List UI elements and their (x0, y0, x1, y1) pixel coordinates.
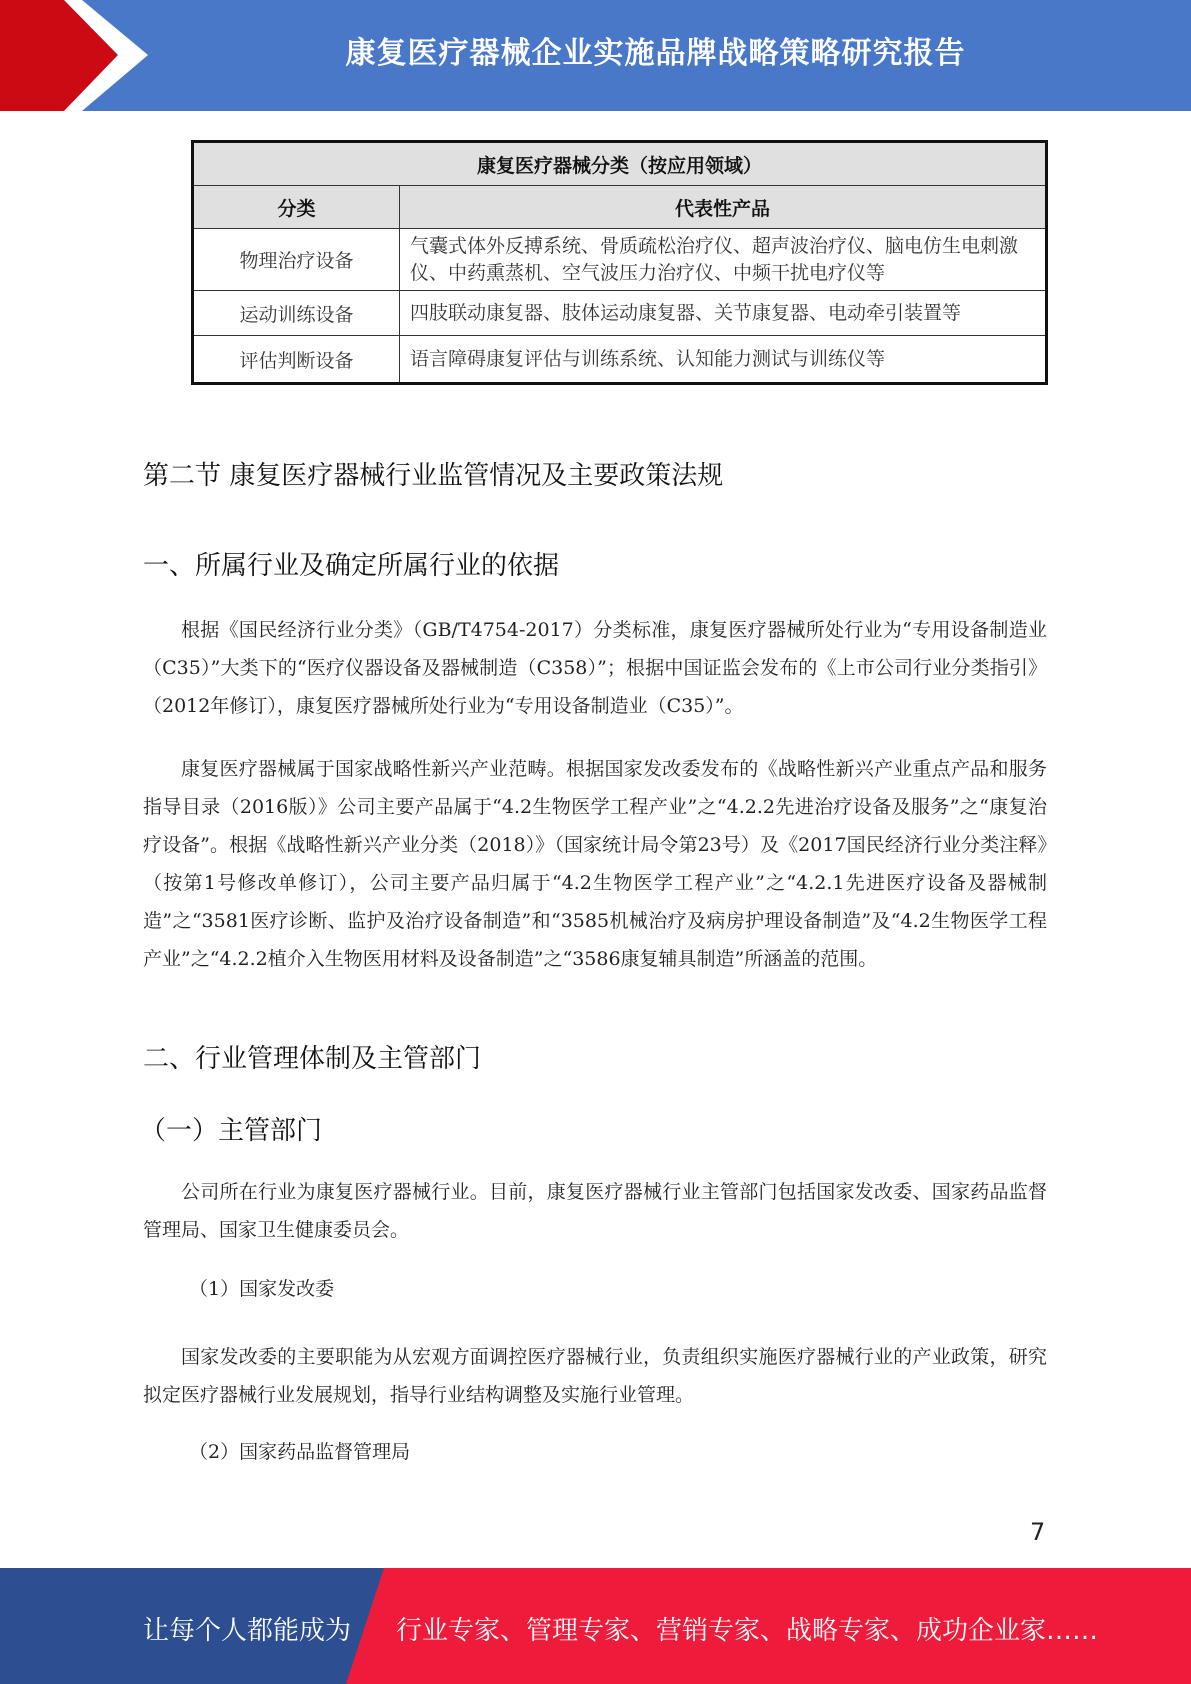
table-row (193, 336, 1047, 384)
table-caption: 康复医疗器械分类（按应用领域） (193, 142, 1047, 186)
paragraph-ndrc-duties: 国家发改委的主要职能为从宏观方面调控医疗器械行业，负责组织实施医疗器械行业的产业政策，研究拟定医疗器械行业发展规划，指导行业结构调整及实施行业管理。 (143, 1346, 1047, 1406)
table-cell-products: 气囊式体外反搏系统、骨质疏松治疗仪、超声波治疗仪、脑电仿生电刺激仪、中药熏蒸机、空气波压力治疗仪、中频干扰电疗仪等 (400, 229, 1047, 291)
page-number: 7 (1030, 1518, 1046, 1546)
paragraph-authorities: 公司所在行业为康复医疗器械行业。目前，康复医疗器械行业主管部门包括国家发改委、国家药品监督管理局、国家卫生健康委员会。 (143, 1181, 1047, 1241)
table-cell-products: 语言障碍康复评估与训练系统、认知能力测试与训练仪等 (400, 336, 1047, 384)
table-cell-products: 四肢联动康复器、肢体运动康复器、关节康复器、电动牵引装置等 (400, 291, 1047, 336)
table-cell-category: 物理治疗设备 (193, 229, 400, 291)
heading-industry-basis: 一、所属行业及确定所属行业的依据 (143, 551, 560, 581)
footer-slogan-left: 让每个人都能成为 (143, 1616, 352, 1646)
footer-slogan-right: 行业专家、管理专家、营销专家、战略专家、成功企业家…… (396, 1616, 1099, 1646)
table-cell-category: 评估判断设备 (193, 336, 400, 384)
page-footer (0, 1568, 1191, 1684)
subheading-nmpa: （2）国家药品监督管理局 (189, 1441, 411, 1463)
column-header-category: 分类 (193, 186, 400, 229)
classification-table (191, 140, 1048, 385)
table-caption-row (193, 142, 1047, 186)
header-chevron-decoration (0, 0, 160, 111)
subheading-ndrc: （1）国家发改委 (189, 1278, 335, 1300)
section-title: 第二节 康复医疗器械行业监管情况及主要政策法规 (143, 461, 724, 491)
table-row (193, 229, 1047, 291)
table-cell-category: 运动训练设备 (193, 291, 400, 336)
report-title: 康复医疗器械企业实施品牌战略策略研究报告 (345, 36, 966, 71)
paragraph-industry-classification: 根据《国民经济行业分类》（GB/T4754-2017）分类标准，康复医疗器械所处行业为“专用设备制造业（C35）”大类下的“医疗仪器设备及器械制造（C358）”；根据中国证监会发布的《上市公司行业分类指引》（2012年修订），康复医疗器械所处行业为“专用设备制造业（C35）”。 (143, 619, 1047, 717)
page-header (0, 0, 1191, 111)
paragraph-strategic-industry: 康复医疗器械属于国家战略性新兴产业范畴。根据国家发改委发布的《战略性新兴产业重点产品和服务指导目录（2016版）》公司主要产品属于“4.2生物医学工程产业”之“4.2.2先进治疗设备及服务”之“康复治疗设备”。根据《战略性新兴产业分类（2018）》（国家统计局令第23号）及《2017国民经济行业分类注释》（按第1号修改单修订），公司主要产品归属于“4.2生物医学工程产业”之“4.2.1先进医疗设备及器械制造”之“3581医疗诊断、监护及治疗设备制造”和“3585机械治疗及病房护理设备制造”及“4.2生物医学工程产业”之“4.2.2植介入生物医用材料及设备制造”之“3586康复辅具制造”所涵盖的范围。 (143, 758, 1047, 970)
column-header-products: 代表性产品 (400, 186, 1047, 229)
heading-authorities: （一）主管部门 (140, 1116, 323, 1146)
table-header-row (193, 186, 1047, 229)
heading-management-system: 二、行业管理体制及主管部门 (143, 1044, 482, 1074)
table-row (193, 291, 1047, 336)
